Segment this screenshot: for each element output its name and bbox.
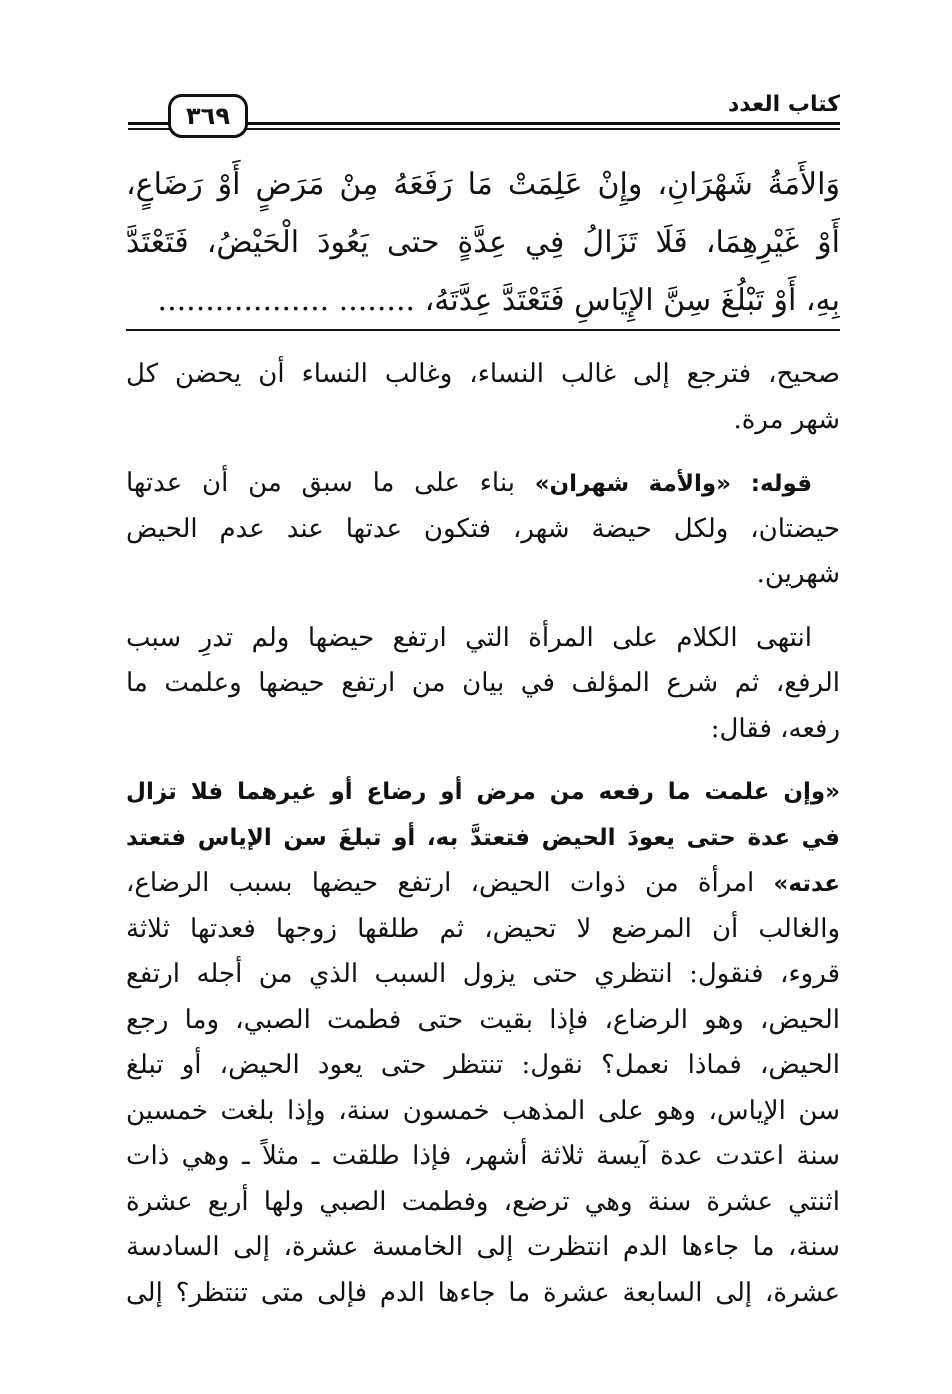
text-line: انتهى الكلام على المرأة التي ارتفع حيضها ولم تدرِ سبب — [126, 622, 812, 653]
text-line: الرفع، ثم شرع المؤلف في بيان من ارتفع حيضها وعلمت ما — [126, 668, 840, 698]
paragraph-4 — [126, 770, 840, 1316]
matn-line: أَوْ غَيْرِهِمَا، فَلَا تَزَالُ فِي عِدَّةٍ حتى يَعُودَ الْحَيْضُ، فَتَعْتَدَّ — [126, 225, 840, 260]
text-line: حيضتان، ولكل حيضة شهر، فتكون عدتها عند عدم الحيض — [126, 513, 840, 544]
page-header — [128, 86, 840, 146]
text-line: سنة، ما جاءها الدم انتظرت إلى الخامسة عشرة، إلى السادسة — [126, 1232, 840, 1262]
text-line: سن الإياس، وهو على المذهب خمسون سنة، وإذا بلغت خمسين — [126, 1095, 840, 1126]
commentary-text — [126, 352, 840, 1316]
paragraph-1 — [126, 352, 840, 443]
matn-line — [126, 272, 840, 330]
matn-text — [126, 156, 840, 330]
text-segment: امرأة من ذوات الحيض، ارتفع حيضها بسبب الرضاع، — [126, 868, 755, 898]
paragraph-2 — [126, 461, 840, 598]
text-line — [126, 461, 840, 507]
quoted-matn-line: «وإن علمت ما رفعه من مرض أو رضاع أو غيرهما فلا تزال — [126, 779, 840, 805]
text-line: اثنتي عشرة سنة وهي ترضع، وفطمت الصبي ولها أربع عشرة — [126, 1186, 840, 1217]
commentary-label: قوله: — [750, 471, 813, 497]
text-line — [126, 861, 840, 907]
text-segment: بناء على ما سبق من أن عدتها — [126, 468, 515, 498]
text-line: رفعه، فقال: — [710, 713, 840, 744]
text-line: شهر مرة. — [733, 404, 840, 435]
matn-divider — [126, 329, 840, 331]
matn-continuation-dots: ........ .................. — [157, 283, 416, 318]
text-line: الحيض، وهو الرضاع، فإذا بقيت حتى فطمت الصبي، وما رجع — [126, 1004, 840, 1035]
text-line: شهرين. — [756, 559, 840, 589]
chapter-title: كتاب العدد — [718, 90, 840, 120]
text-line: قروء، فنقول: انتظري حتى يزول السبب الذي من أجله ارتفع — [126, 959, 840, 989]
text-line: والغالب أن المرضع لا تحيض، ثم طلقها زوجها فعدتها ثلاثة — [126, 913, 840, 944]
matn-line: وَالأَمَةُ شَهْرَانِ، وإِنْ عَلِمَتْ مَا رَفَعَهُ مِنْ مَرَضٍ أَوْ رَضَاعٍ، — [126, 167, 840, 202]
matn-line-text: بِهِ، أَوْ تَبْلُغَ سِنَّ الإِيَاسِ فَتَعْتَدَّ عِدَّتَهُ، — [424, 283, 840, 318]
quoted-matn-line: في عدة حتى يعودَ الحيض فتعتدَّ به، أو تبلغَ سن الإياس فتعتد — [126, 824, 840, 851]
paragraph-3 — [126, 616, 840, 753]
text-line: الحيض، فماذا نعمل؟ نقول: تنتظر حتى يعود الحيض، أو تبلغ — [126, 1050, 840, 1080]
page-number: ٣٦٩ — [168, 94, 248, 138]
quoted-matn: «والأمة شهران» — [534, 471, 732, 497]
text-line: سنة اعتدت عدة آيسة ثلاثة أشهر، فإذا طلقت ـ مثلاً ـ وهي ذات — [126, 1141, 840, 1171]
text-line: صحيح، فترجع إلى غالب النساء، وغالب النساء أن يحضن كل — [126, 359, 840, 389]
quoted-matn-end: عدته» — [773, 871, 840, 897]
text-line: عشرة، إلى السابعة عشرة ما جاءها الدم فإلى متى تنتظر؟ إلى — [126, 1277, 840, 1308]
